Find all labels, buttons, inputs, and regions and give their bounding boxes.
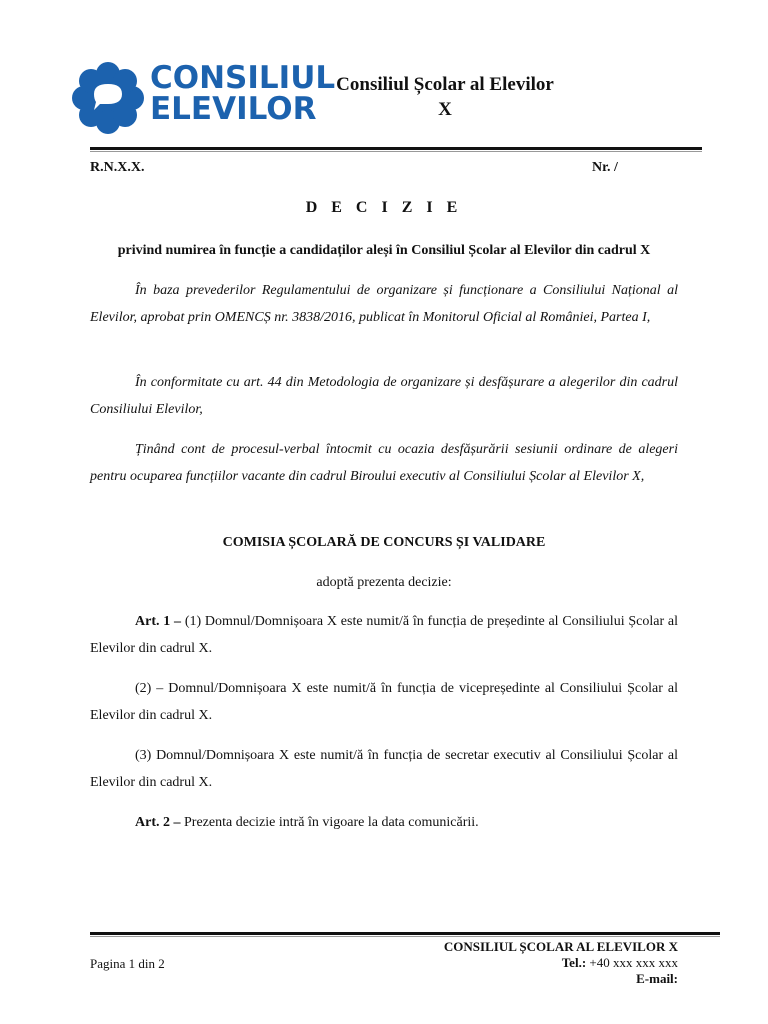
article-1-label: Art. 1 –: [135, 614, 182, 629]
document-subtitle: privind numirea în funcție a candidaților aleși în Consiliul Școlar al Elevilor din cadrul X: [117, 243, 651, 258]
article-1-paragraph-2: (2) – Domnul/Domnișoara X este numit/ă în funcția de vicepreședinte al Consiliului Școlar al Elevilor din cadrul X.: [90, 681, 678, 723]
footer-contact: [380, 939, 678, 987]
registry-number: R.N.X.X.: [90, 160, 145, 175]
article-1-text: (1) Domnul/Domnișoara X este numit/ă în funcția de președinte al Consiliului Școlar al Elevilor din cadrul X.: [90, 614, 678, 656]
preamble-paragraph-1: În baza prevederilor Regulamentului de organizare și funcționare a Consiliului Național al Elevilor, aprobat prin OMENCȘ nr. 3838/2016, publicat în Monitorul Oficial al României, Partea I,: [90, 283, 678, 325]
page-number: Pagina 1 din 2: [90, 956, 165, 971]
header-title: [300, 72, 590, 122]
footer-org: CONSILIUL ȘCOLAR AL ELEVILOR X: [443, 939, 678, 954]
footer-divider: [90, 932, 720, 935]
logo-line1: CONSILIUL: [150, 60, 336, 96]
footer-tel-label: Tel.:: [561, 955, 587, 970]
header-divider-thin: [90, 151, 702, 152]
article-2-paragraph: [90, 810, 678, 837]
footer-divider-thin: [90, 936, 720, 937]
preamble-paragraph-3: Ținând cont de procesul-verbal întocmit cu ocazia desfășurării sesiunii ordinare de alegeri pentru ocuparea funcțiilor vacante din cadrul Biroului executiv al Consiliului Școlar al Elevilor X,: [90, 442, 678, 484]
logo-line2: ELEVILOR: [150, 91, 317, 127]
footer-tel: [380, 955, 678, 971]
footer-tel-value: +40 xxx xxx xxx: [586, 955, 678, 970]
article-1-paragraph-3: (3) Domnul/Domnișoara X este numit/ă în funcția de secretar executiv al Consiliului Școlar al Elevilor din cadrul X.: [90, 748, 678, 790]
preamble-paragraph-2: În conformitate cu art. 44 din Metodologia de organizare și desfășurare a alegerilor din cadrul Consiliului Elevilor,: [90, 375, 678, 417]
document-title: D E C I Z I E: [305, 199, 463, 216]
article-2-text: Prezenta decizie intră în vigoare la data comunicării.: [180, 815, 479, 830]
commission-heading: COMISIA ȘCOLARĂ DE CONCURS ȘI VALIDARE: [222, 535, 546, 550]
article-2-label: Art. 2 –: [135, 815, 181, 830]
footer-email-label: E-mail:: [636, 971, 678, 986]
header-divider: [90, 147, 702, 150]
flower-chat-icon: [70, 60, 146, 136]
article-1-paragraph-1: [90, 609, 678, 662]
document-number: Nr. /: [592, 160, 618, 175]
header-title-line1: Consiliul Școlar al Elevilor: [336, 74, 554, 95]
adopt-line: adoptă prezenta decizie:: [316, 575, 452, 590]
logo: [70, 58, 336, 138]
header-title-line2: X: [438, 99, 452, 120]
